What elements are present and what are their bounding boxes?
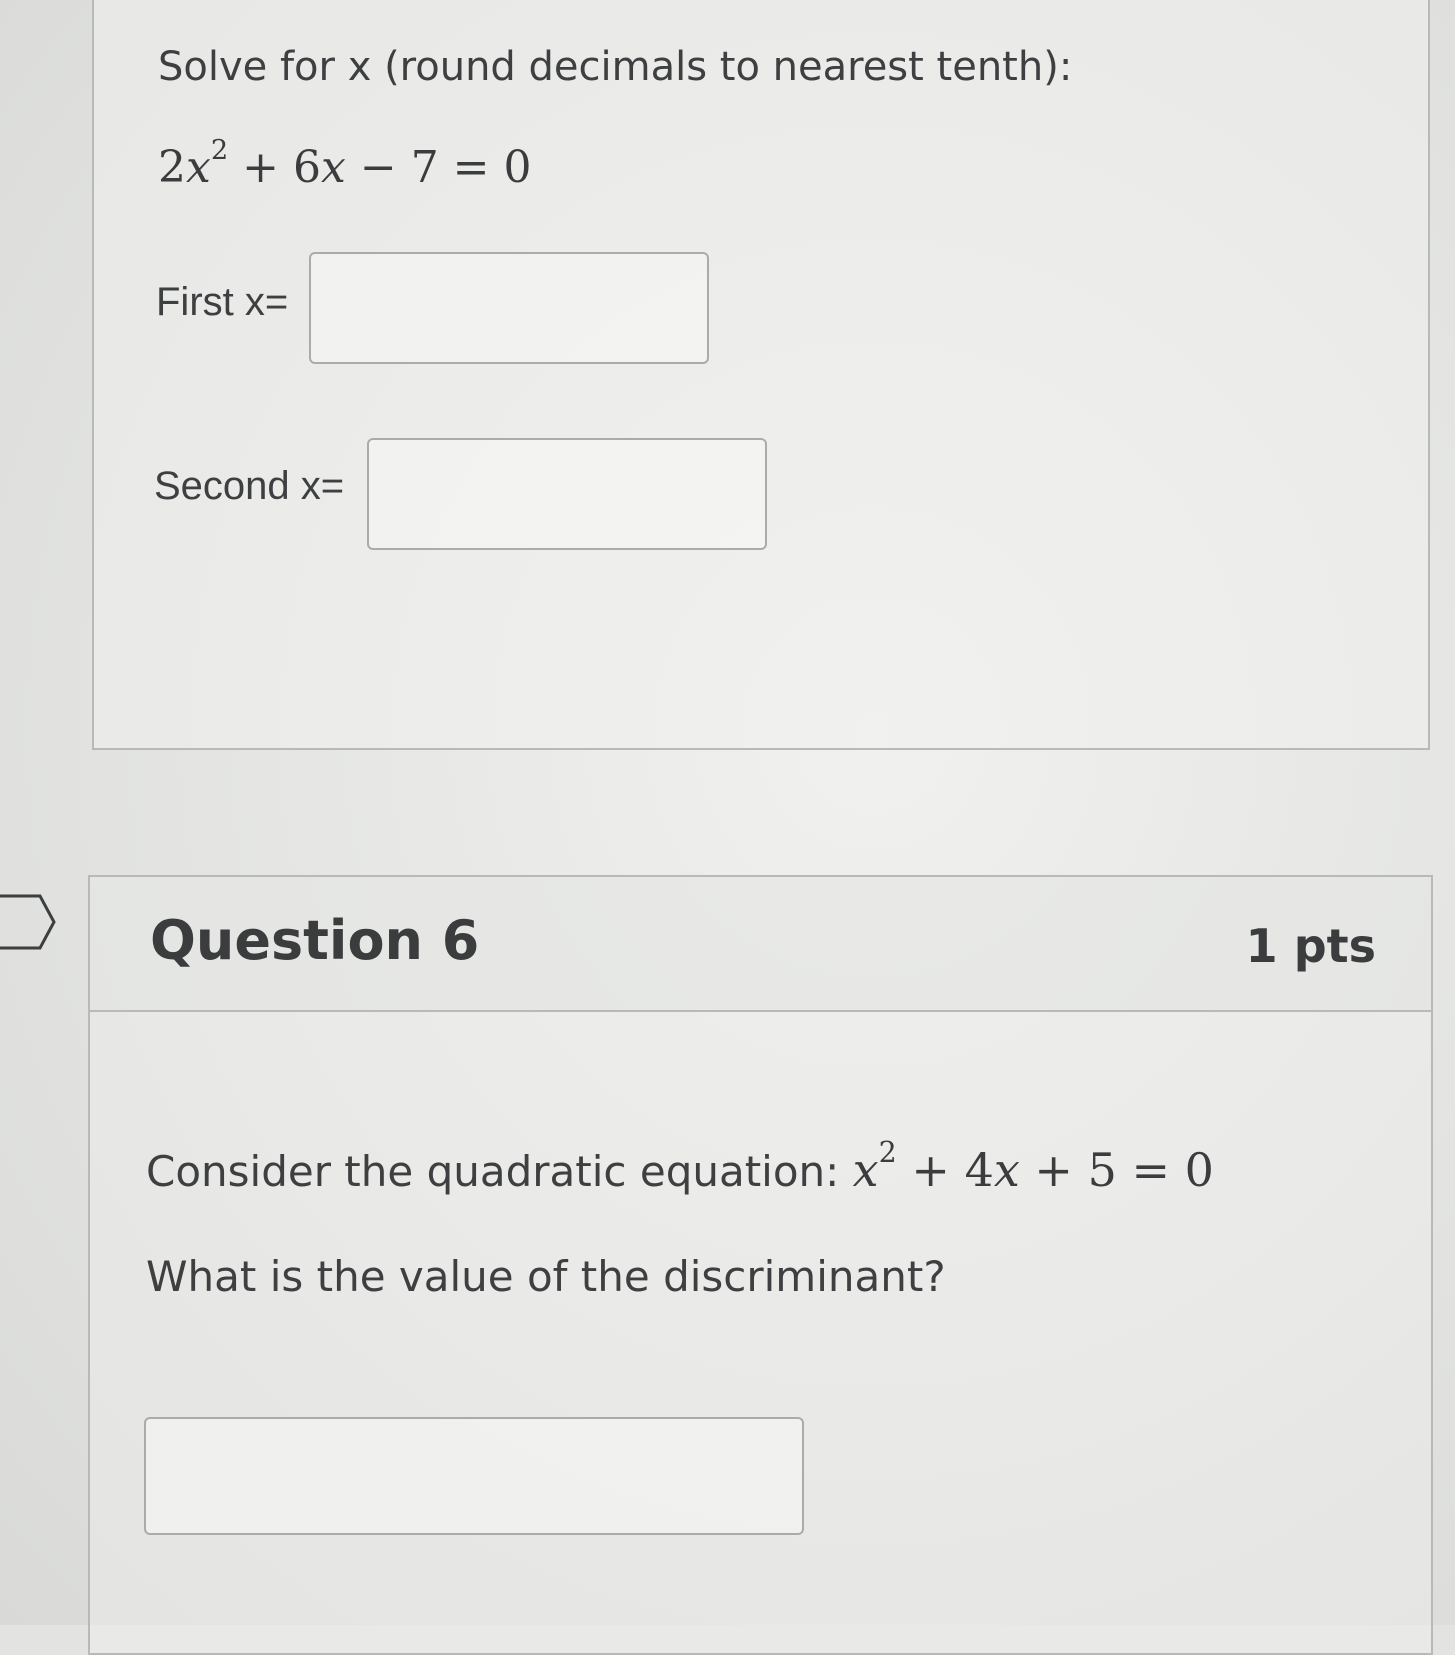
question-intro: Consider the quadratic equation: <box>146 1147 853 1196</box>
question-intro-line <box>146 1135 1214 1197</box>
question-header <box>90 877 1431 1012</box>
quadratic-equation <box>158 134 532 193</box>
equation-middle-term: + 6 <box>228 142 322 193</box>
equation-exponent: 2 <box>878 1135 897 1169</box>
equation-variable: x <box>186 142 211 193</box>
first-x-input[interactable] <box>309 252 709 364</box>
equation-exponent: 2 <box>210 134 229 166</box>
question-6-card <box>88 875 1433 1655</box>
question-flag-icon[interactable] <box>0 890 60 954</box>
equation-coefficient: 2 <box>158 142 186 193</box>
question-prompt: Solve for x (round decimals to nearest tenth): <box>158 44 1073 90</box>
question-5-card <box>92 0 1430 750</box>
second-x-label: Second x= <box>154 464 345 508</box>
first-x-label: First x= <box>156 280 289 324</box>
question-title: Question 6 <box>150 909 480 972</box>
equation-variable: x <box>993 1143 1020 1197</box>
quadratic-equation <box>852 1135 1214 1197</box>
equation-tail: + 5 = 0 <box>1019 1143 1214 1197</box>
equation-tail: − 7 = 0 <box>345 142 532 193</box>
equation-middle-term: + 4 <box>896 1143 994 1197</box>
question-points: 1 pts <box>1245 919 1376 973</box>
discriminant-answer-input[interactable] <box>144 1417 804 1535</box>
equation-variable: x <box>321 142 346 193</box>
question-ask: What is the value of the discriminant? <box>146 1252 946 1301</box>
second-x-input[interactable] <box>367 438 767 550</box>
equation-variable: x <box>852 1143 879 1197</box>
